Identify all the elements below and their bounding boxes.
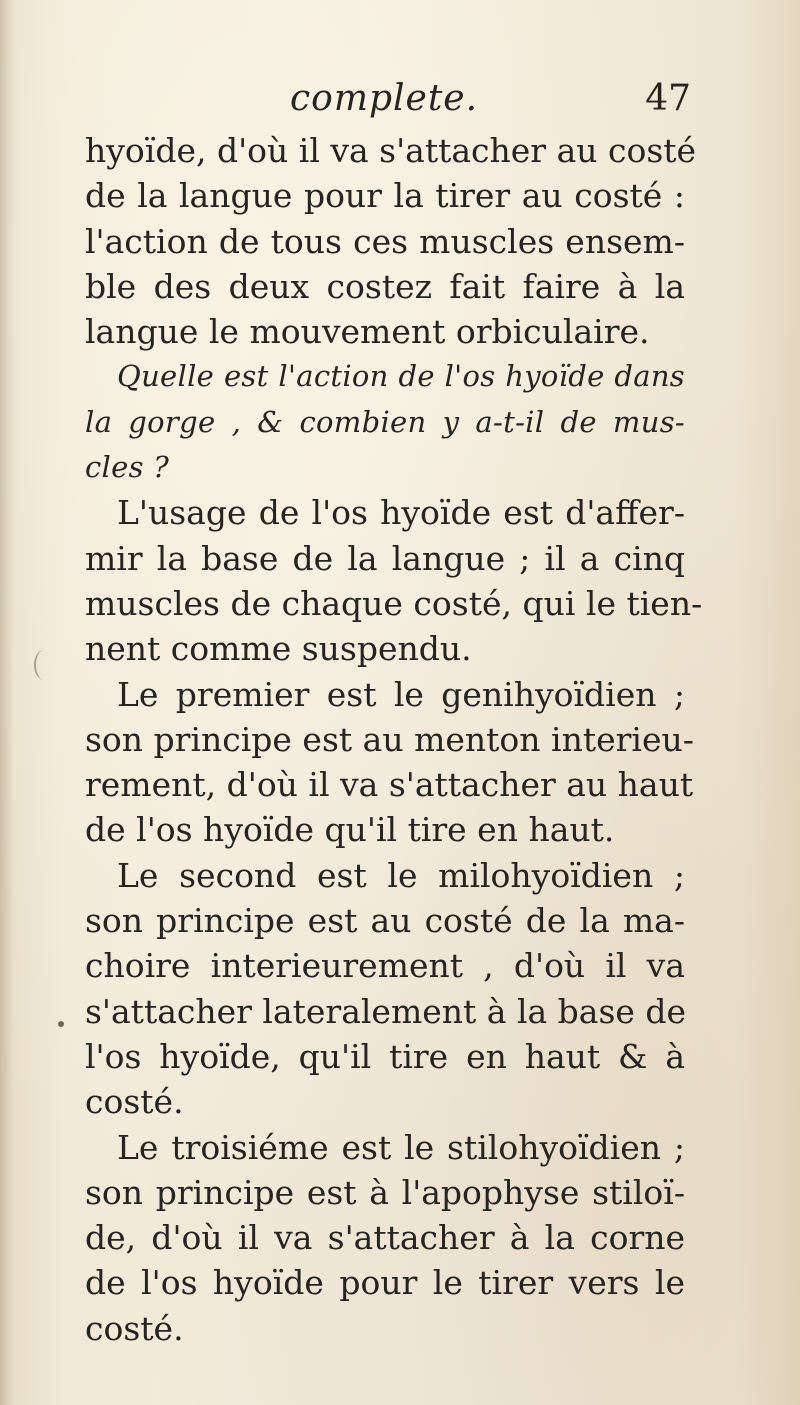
text-line: hyoïde, d'où il va s'attacher au costé (85, 131, 697, 170)
text-line: nent comme suspendu. (85, 629, 472, 669)
text-line: ble des deux costez fait faire à la (85, 266, 685, 306)
text-line: costé. (85, 1082, 184, 1122)
text-line: l'os hyoïde, qu'il tire en haut & à (85, 1036, 685, 1076)
text-line: rement, d'où il va s'attacher au haut (85, 765, 694, 805)
text-line: Le premier est le genihyoïdien ; (117, 674, 685, 714)
text-line: L'usage de l'os hyoïde est d'affer- (117, 493, 685, 533)
running-head: complete. (290, 78, 479, 119)
text-line: Quelle est l'action de l'os hyoïde dans (117, 359, 685, 394)
body-text (85, 128, 703, 1351)
page-header (85, 78, 691, 128)
text-line: la gorge , & combien y a-t-il de mus- (85, 404, 685, 439)
text-line: son principe est au costé de la ma- (85, 901, 685, 941)
text-line: son principe est à l'apophyse stiloï- (85, 1172, 685, 1212)
text-line: muscles de chaque costé, qui le tien- (85, 583, 703, 623)
page-gutter-shadow (0, 0, 14, 1405)
page-number: 47 (645, 78, 691, 119)
text-line: l'action de tous ces muscles ensem- (85, 221, 685, 261)
text-line: s'attacher lateralement à la base de (85, 991, 687, 1031)
text-line: de l'os hyoïde pour le tirer vers le (85, 1263, 685, 1303)
text-line: langue le mouvement orbiculaire. (85, 312, 650, 352)
ink-dot (58, 1021, 64, 1027)
text-line: cles ? (85, 450, 170, 485)
text-line: de l'os hyoïde qu'il tire en haut. (85, 810, 615, 850)
text-line: mir la base de la langue ; il a cinq (85, 538, 685, 578)
text-line: son principe est au menton interieu- (85, 719, 694, 759)
text-line: choire interieurement , d'où il va (85, 946, 685, 986)
text-line: Le troisiéme est le stilohyoïdien ; (117, 1127, 685, 1167)
text-line: costé. (85, 1308, 184, 1348)
ink-mark (34, 650, 54, 680)
text-line: Le second est le milohyoïdien ; (117, 855, 685, 895)
text-line: de, d'où il va s'attacher à la corne (85, 1218, 685, 1258)
text-line: de la langue pour la tirer au costé : (85, 176, 685, 216)
